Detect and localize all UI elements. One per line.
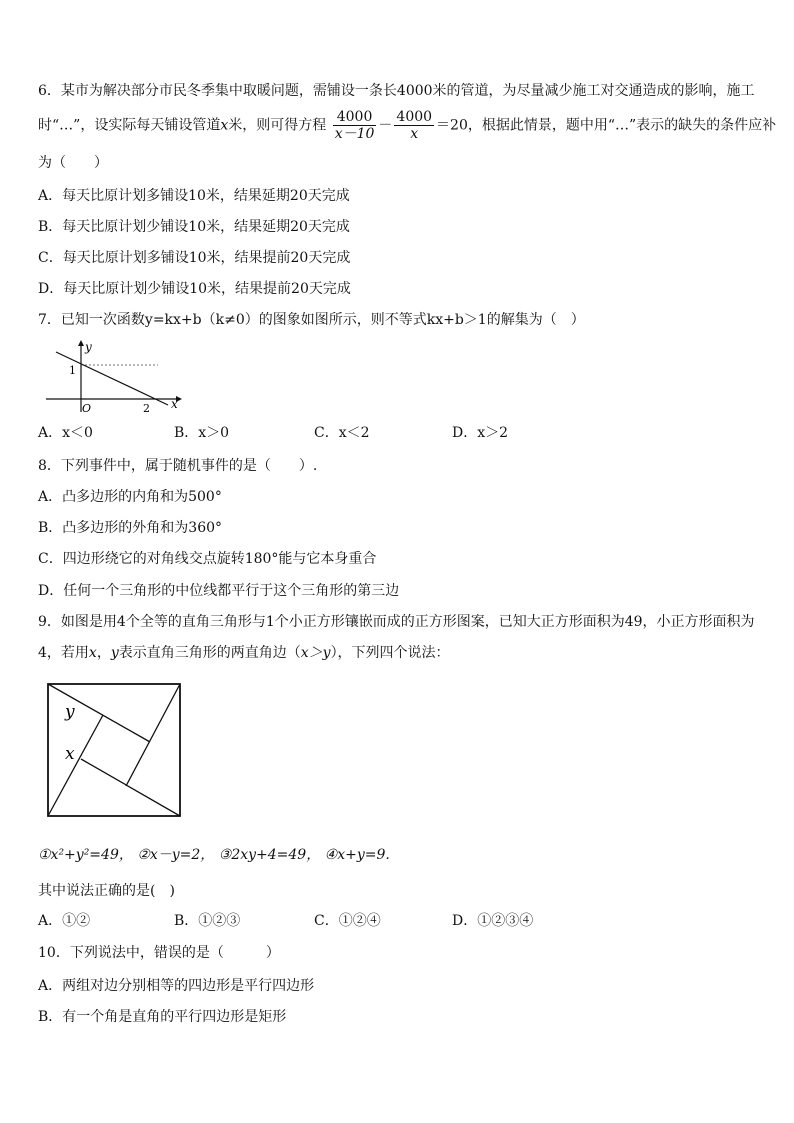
q7-function-graph <box>40 338 190 418</box>
q10-stem: 10．下列说法中，错误的是（ ） <box>38 945 280 961</box>
q6-frac1-numerator: 4000 <box>333 109 377 126</box>
q9-stem-line2 <box>38 644 450 662</box>
q7-y-axis-arrow <box>78 340 84 346</box>
q7-function-line <box>56 352 168 405</box>
q9-label-x: x <box>65 744 75 764</box>
q9-line2-mid: 表示直角三角形的两直角边（ <box>118 645 301 661</box>
q7-y-intercept-label: 1 <box>69 364 76 377</box>
q7-origin-label: O <box>82 402 92 415</box>
q6-frac1-denominator: x－10 <box>334 126 375 142</box>
q9-square-figure <box>46 682 184 820</box>
q7-x-intercept-label: 2 <box>143 402 150 415</box>
q8-option-a[interactable]: A．凸多边形的内角和为500° <box>38 489 222 505</box>
q9-options-row <box>38 912 758 932</box>
q9-line2-pre: 4，若用 <box>38 645 89 661</box>
q9-line2-post: ），下列四个说法： <box>330 645 450 661</box>
q9-label-y: y <box>65 702 75 722</box>
q9-condition: x＞y <box>300 645 331 661</box>
q6-stem-line3: 为（ ） <box>38 155 108 171</box>
q8-option-c[interactable]: C．四边形绕它的对角线交点旋转180°能与它本身重合 <box>38 551 377 567</box>
q9-stem-line1: 9．如图是用4个全等的直角三角形与1个小正方形镶嵌而成的正方形图案，已知大正方形面积为49，小正方形面积为 <box>38 614 755 630</box>
q8-option-b[interactable]: B．凸多边形的外角和为360° <box>38 520 223 536</box>
q6-fraction-1 <box>333 109 377 142</box>
q7-option-a[interactable]: A．x＜0 <box>38 425 93 441</box>
q9-statement-2: ②x－y=2， <box>137 847 215 863</box>
q6-line2-mid: 米，则可得方程 <box>228 117 327 134</box>
q9-ask: 其中说法正确的是( ) <box>38 883 175 899</box>
q8-stem: 8．下列事件中，属于随机事件的是（ ）. <box>38 458 318 474</box>
q7-options-row <box>38 424 758 444</box>
q9-triangle-hyp-2 <box>126 684 180 786</box>
q10-option-a[interactable]: A．两组对边分别相等的四边形是平行四边形 <box>38 978 315 994</box>
q7-option-b[interactable]: B．x＞0 <box>174 425 230 441</box>
q6-var-x: x <box>220 117 229 134</box>
q9-statement-4: ④x+y=9. <box>324 847 390 863</box>
q9-option-d[interactable]: D．①②③④ <box>452 913 534 929</box>
q9-option-b[interactable]: B．①②③ <box>174 913 241 929</box>
q6-option-d[interactable]: D．每天比原计划少铺设10米，结果提前20天完成 <box>38 281 351 297</box>
q6-option-c[interactable]: C．每天比原计划多铺设10米，结果提前20天完成 <box>38 250 351 266</box>
q6-line2-pre: 时“…”，设实际每天铺设管道 <box>38 117 221 134</box>
q6-fraction-2 <box>394 109 434 142</box>
q6-line2-post: ＝20，根据此情景，题中用“…”表示的缺失的条件应补 <box>436 117 777 134</box>
q6-option-a[interactable]: A．每天比原计划多铺设10米，结果延期20天完成 <box>38 188 350 204</box>
q9-triangle-hyp-4 <box>48 715 103 816</box>
q6-minus: － <box>378 117 393 134</box>
q9-sep: ， <box>96 645 111 661</box>
q6-option-b[interactable]: B．每天比原计划少铺设10米，结果延期20天完成 <box>38 219 350 235</box>
q8-option-d[interactable]: D．任何一个三角形的中位线都平行于这个三角形的第三边 <box>38 583 400 599</box>
q9-triangle-hyp-1 <box>48 684 150 742</box>
q9-option-a[interactable]: A．①② <box>38 913 91 929</box>
q10-option-b[interactable]: B．有一个角是直角的平行四边形是矩形 <box>38 1009 287 1025</box>
q6-stem-line1: 6．某市为解决部分市民冬季集中取暖问题，需铺设一条长4000米的管道，为尽量减少施工对交通造成的影响，施工 <box>38 83 755 99</box>
q7-y-label: y <box>85 340 92 354</box>
q9-var-x: x <box>88 645 97 661</box>
q9-var-y: y <box>110 645 119 661</box>
q9-triangle-hyp-3 <box>81 759 180 816</box>
q7-x-label: x <box>171 397 178 411</box>
q9-option-c[interactable]: C．①②④ <box>314 913 381 929</box>
q7-stem: 7．已知一次函数y=kx+b（k≠0）的图象如图所示，则不等式kx+b＞1的解集为（ ） <box>38 312 585 328</box>
q6-frac2-denominator: x <box>410 126 419 142</box>
q6-stem-line2 <box>38 109 776 142</box>
q9-statement-1: ①x²+y²=49， <box>38 847 133 863</box>
q9-statements <box>38 846 390 864</box>
q9-statement-3: ③2xy+4=49， <box>218 847 321 863</box>
q7-option-c[interactable]: C．x＜2 <box>314 425 370 441</box>
q6-frac2-numerator: 4000 <box>396 109 433 125</box>
q7-option-d[interactable]: D．x＞2 <box>452 425 509 441</box>
